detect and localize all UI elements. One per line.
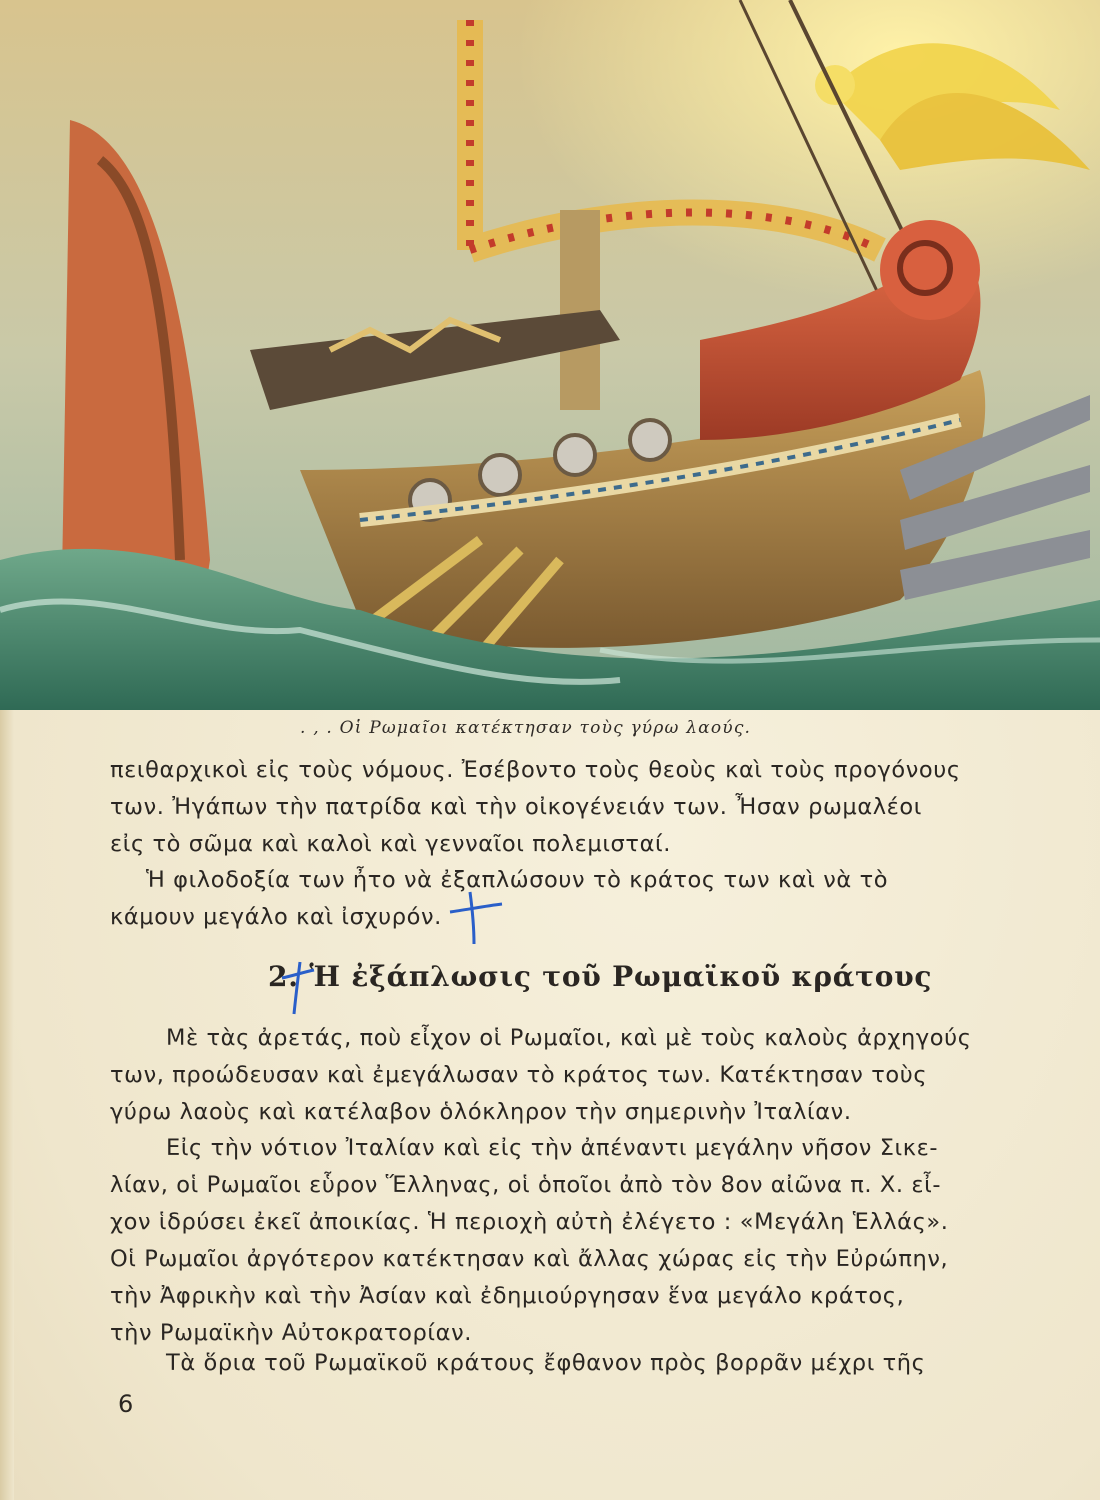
text-line: Οἱ Ρωμαῖοι ἀργότερον κατέκτησαν καὶ ἄλλας χώρας εἰς τὴν Εὐρώπην, [110,1246,949,1272]
paragraph-expansion [110,1020,1050,1131]
text-line: τὴν Ρωμαϊκὴν Αὐτοκρατορίαν. [110,1320,472,1346]
paragraph-magna-graecia [110,1130,1050,1352]
roman-galley-illustration-icon [0,0,1100,710]
illustration-caption: . , . Οἱ Ρωμαῖοι κατέκτησαν τοὺς γύρω λαούς. [300,718,752,738]
mast [560,210,600,410]
text-line: Εἰς τὴν νότιον Ἰταλίαν καὶ εἰς τὴν ἀπέναντι μεγάλην νῆσον Σικε- [166,1135,939,1161]
text-line: χον ἱδρύσει ἐκεῖ ἀποικίας. Ἡ περιοχὴ αὐτὴ ἐλέγετο : «Μεγάλη Ἑλλάς». [110,1209,949,1235]
text-line: εἰς τὸ σῶμα καὶ καλοὶ καὶ γενναῖοι πολεμισταί. [110,831,671,857]
text-line: Μὲ τὰς ἀρετάς, ποὺ εἶχον οἱ Ρωμαῖοι, καὶ μὲ τοὺς καλοὺς ἀρχηγούς [166,1025,972,1051]
text-line: γύρω λαοὺς καὶ κατέλαβον ὁλόκληρον τὴν σημερινὴν Ἰταλίαν. [110,1099,852,1125]
paragraph-ambition [110,862,1050,936]
text-line: των, προώδευσαν καὶ ἐμεγάλωσαν τὸ κράτος των. Κατέκτησαν τοὺς [110,1062,928,1088]
paragraph-virtues [110,752,1050,863]
text-line: Τὰ ὅρια τοῦ Ρωμαϊκοῦ κράτους ἔφθανον πρὸς βορρᾶν μέχρι τῆς [166,1350,926,1376]
text-line: πειθαρχικοὶ εἰς τοὺς νόμους. Ἐσέβοντο τοὺς θεοὺς καὶ τοὺς προγόνους [110,757,961,783]
section-heading: 2. Ἡ ἐξάπλωσις τοῦ Ρωμαϊκοῦ κράτους [268,960,933,993]
paragraph-borders [110,1345,1050,1382]
roman-galley-illustration [0,0,1100,710]
text-line: κάμουν μεγάλο καὶ ἰσχυρόν. [110,904,442,930]
text-line: των. Ἠγάπων τὴν πατρίδα καὶ τὴν οἰκογένειάν των. Ἦσαν ρωμαλέοι [110,794,923,820]
text-line: λίαν, οἱ Ρωμαῖοι εὗρον Ἕλληνας, οἱ ὁποῖοι ἀπὸ τὸν 8ον αἰῶνα π. Χ. εἶ- [110,1172,942,1198]
text-line: τὴν Ἀφρικὴν καὶ τὴν Ἀσίαν καὶ ἐδημιούργησαν ἕνα μεγάλο κράτος, [110,1283,905,1309]
prow-scroll [880,220,980,320]
page-number: 6 [118,1390,134,1418]
text-line: Ἡ φιλοδοξία των ἦτο νὰ ἐξαπλώσουν τὸ κράτος των καὶ νὰ τὸ [146,867,889,893]
